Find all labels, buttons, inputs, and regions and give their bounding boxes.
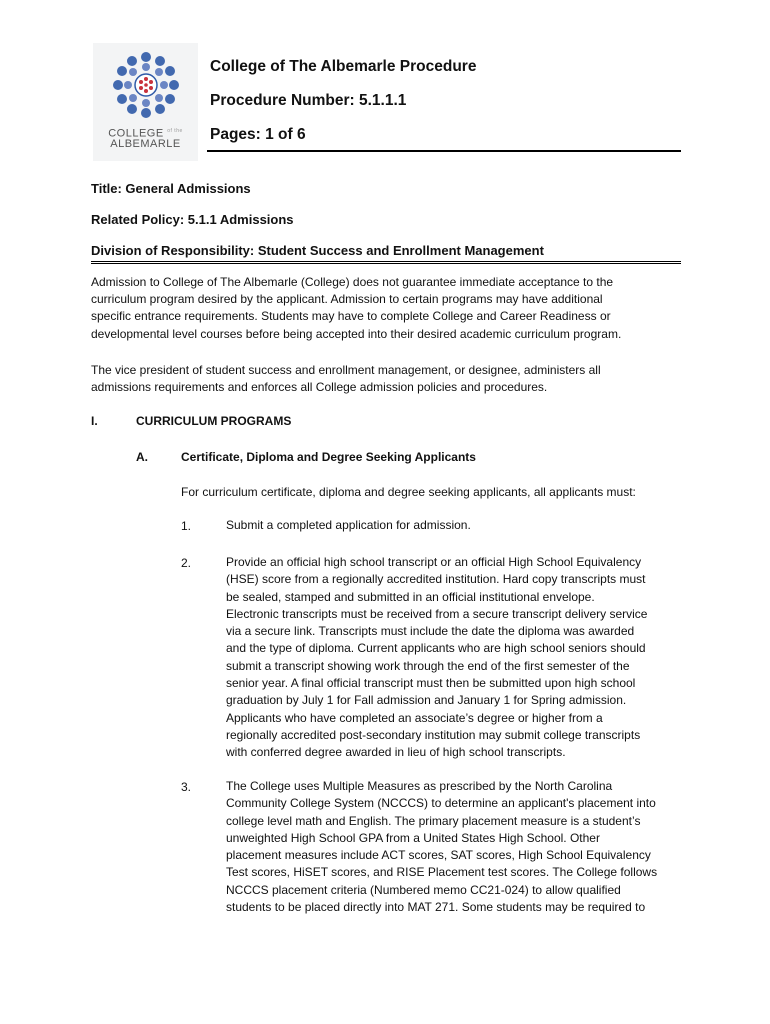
college-logo (93, 43, 198, 161)
list-item-line: unweighted High School GPA from a United States High School. Other (226, 830, 600, 845)
list-item-number: 2. (181, 556, 192, 570)
division-of-responsibility: Division of Responsibility: Student Success and Enrollment Management (91, 243, 544, 258)
list-item-number: 1. (181, 519, 192, 533)
paragraph-line: curriculum program desired by the applicant. Admission to certain programs may have additional (91, 292, 603, 307)
list-item-line: submit a transcript showing work through the end of the first semester of the (226, 658, 630, 673)
list-item-line: Submit a completed application for admission. (226, 518, 471, 532)
list-item-line: (HSE) score from a regionally accredited institution. Hard copy transcripts must (226, 572, 646, 587)
section-title: CURRICULUM PROGRAMS (136, 414, 292, 428)
list-item-line: placement measures include ACT scores, SAT scores, High School Equivalency (226, 848, 651, 863)
list-item-line: Electronic transcripts must be received from a secure transcript delivery service (226, 606, 648, 621)
paragraph-line: Admission to College of The Albemarle (College) does not guarantee immediate acceptance to the (91, 275, 614, 289)
college-emblem-icon (104, 49, 188, 121)
subsection-title: Certificate, Diploma and Degree Seeking Applicants (181, 450, 476, 464)
logo-text-college: COLLEGE $^{of the}$ (108, 127, 183, 140)
list-item-text (226, 778, 686, 916)
administration-paragraph (91, 362, 683, 396)
subsection-intro: For curriculum certificate, diploma and degree seeking applicants, all applicants must: (181, 485, 636, 499)
list-item-line: Provide an official high school transcript or an official High School Equivalency (226, 555, 642, 569)
procedure-title: College of The Albemarle Procedure (210, 58, 477, 75)
list-item-line: college level math and English. The primary placement measure is a student’s (226, 813, 641, 828)
list-item-line: students to be placed directly into MAT 271. Some students may be required to (226, 900, 646, 915)
list-item-line: Test scores, HiSET scores, and RISE Placement test scores. The College follows (226, 865, 658, 880)
subsection-number: A. (136, 450, 148, 464)
paragraph-line: specific entrance requirements. Students may have to complete College and Career Readiness or (91, 309, 611, 324)
header-divider (207, 150, 681, 152)
paragraph-line: The vice president of student success and enrollment management, or designee, administers all (91, 363, 601, 377)
page-count: Pages: 1 of 6 (210, 126, 306, 143)
related-policy: Related Policy: 5.1.1 Admissions (91, 212, 294, 227)
list-item-line: The College uses Multiple Measures as prescribed by the North Carolina (226, 779, 613, 793)
list-item-line: graduation by July 1 for Fall admission and January 1 for Spring admission. (226, 693, 627, 708)
list-item-line: Community College System (NCCCS) to determine an applicant's placement into (226, 796, 656, 811)
section-number: I. (91, 414, 98, 428)
list-item-line: with conferred degree awarded in lieu of high school transcripts. (226, 745, 566, 760)
list-item-text (226, 554, 686, 762)
list-item-line: regionally accredited post-secondary institution may submit college transcripts (226, 727, 641, 742)
list-item-number: 3. (181, 780, 192, 794)
list-item-line: and the type of diploma. Current applicants who are high school seniors should (226, 641, 646, 656)
list-item-line: NCCCS placement criteria (Numbered memo CC21-024) to allow qualified (226, 882, 621, 897)
document-title: Title: General Admissions (91, 181, 251, 196)
paragraph-line: admissions requirements and enforces all College admission policies and procedures. (91, 380, 548, 395)
list-item-line: via a secure link. Transcripts must include the date the diploma was awarded (226, 624, 635, 639)
paragraph-line: developmental level courses before being accepted into their desired academic curriculum program. (91, 326, 622, 341)
logo-text-albemarle: ALBEMARLE (110, 138, 181, 150)
list-item-line: senior year. A final official transcript must then be submitted upon high school (226, 676, 636, 691)
intro-paragraph (91, 274, 683, 343)
list-item-text (226, 517, 686, 534)
double-divider (91, 261, 681, 264)
list-item-line: Applicants who have completed an associate’s degree or higher from a (226, 710, 603, 725)
procedure-number: Procedure Number: 5.1.1.1 (210, 92, 407, 109)
list-item-line: be sealed, stamped and submitted in an official institutional envelope. (226, 589, 595, 604)
